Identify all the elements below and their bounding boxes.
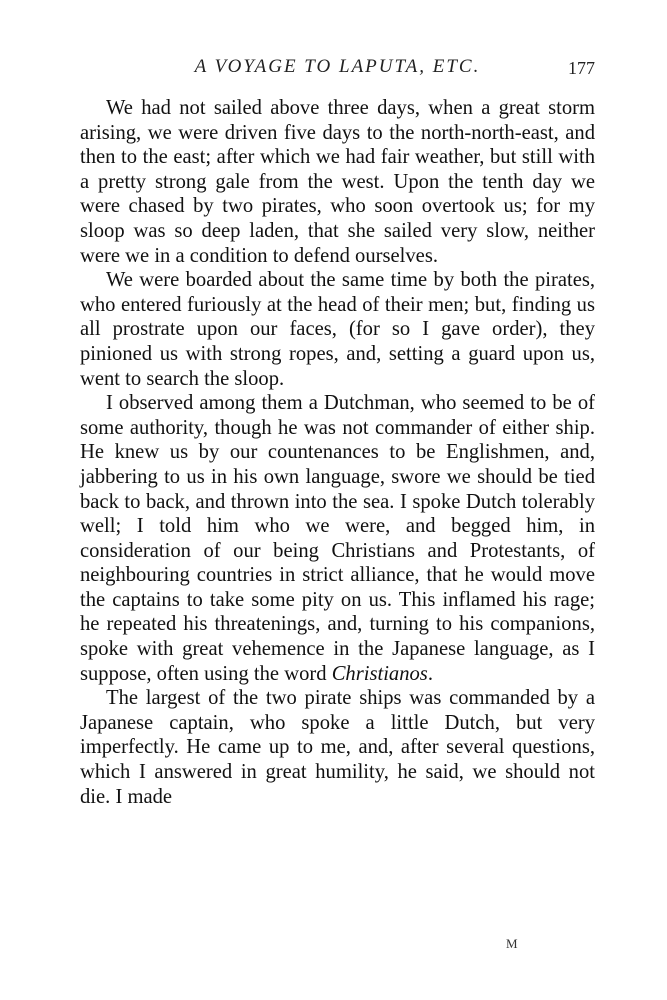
page-number: 177 bbox=[568, 58, 595, 78]
paragraph bbox=[80, 268, 595, 391]
paragraph-text: I observed among them a Dutchman, who seemed to be of some authority, though he was not commander of either ship. He knew us by our countenances to be Englishmen, and, jabbering to us in his own language, swore we should be tied back to back, and thrown into the sea. I spoke Dutch tolerably well; I told him who we were, and begged him, in consideration of our being Christians and Protestants, of neighbouring countries in strict alliance, that he would move the captains to take some pity on us. This inflamed his rage; he repeated his threatenings, and, turning to his companions, spoke with great vehemence in the Japanese language, as I suppose, often using the word bbox=[80, 392, 595, 685]
paragraph bbox=[80, 686, 595, 809]
paragraph bbox=[80, 96, 595, 268]
paragraph-end-punctuation: . bbox=[427, 662, 433, 685]
paragraph bbox=[80, 391, 595, 686]
signature-mark: M bbox=[506, 936, 519, 951]
body-text bbox=[80, 96, 595, 809]
paragraph-text: The largest of the two pirate ships was commanded by a Japanese captain, who spoke a little Dutch, but very imperfectly. He came up to me, and, after several questions, which I answered in great humility, he said, we should not die. I made bbox=[80, 687, 595, 808]
running-head bbox=[80, 56, 595, 80]
paragraph-text: We had not sailed above three days, when a great storm arising, we were driven five days to the north-north-east, and then to the east; after which we had fair weather, but still with a pretty strong gale from the west. Upon the tenth day we were chased by two pirates, who soon overtook us; for my sloop was so deep laden, that she sailed very slow, neither were we in a condition to defend ourselves. bbox=[80, 97, 595, 267]
paragraph-text: We were boarded about the same time by both the pirates, who entered furiously at the head of their men; but, finding us all prostrate upon our faces, (for so I gave order), they pinioned us with strong ropes, and, setting a guard upon us, went to search the sloop. bbox=[80, 269, 595, 390]
italic-word: Christianos bbox=[331, 662, 428, 685]
running-title: A VOYAGE TO LAPUTA, ETC. bbox=[194, 56, 481, 77]
